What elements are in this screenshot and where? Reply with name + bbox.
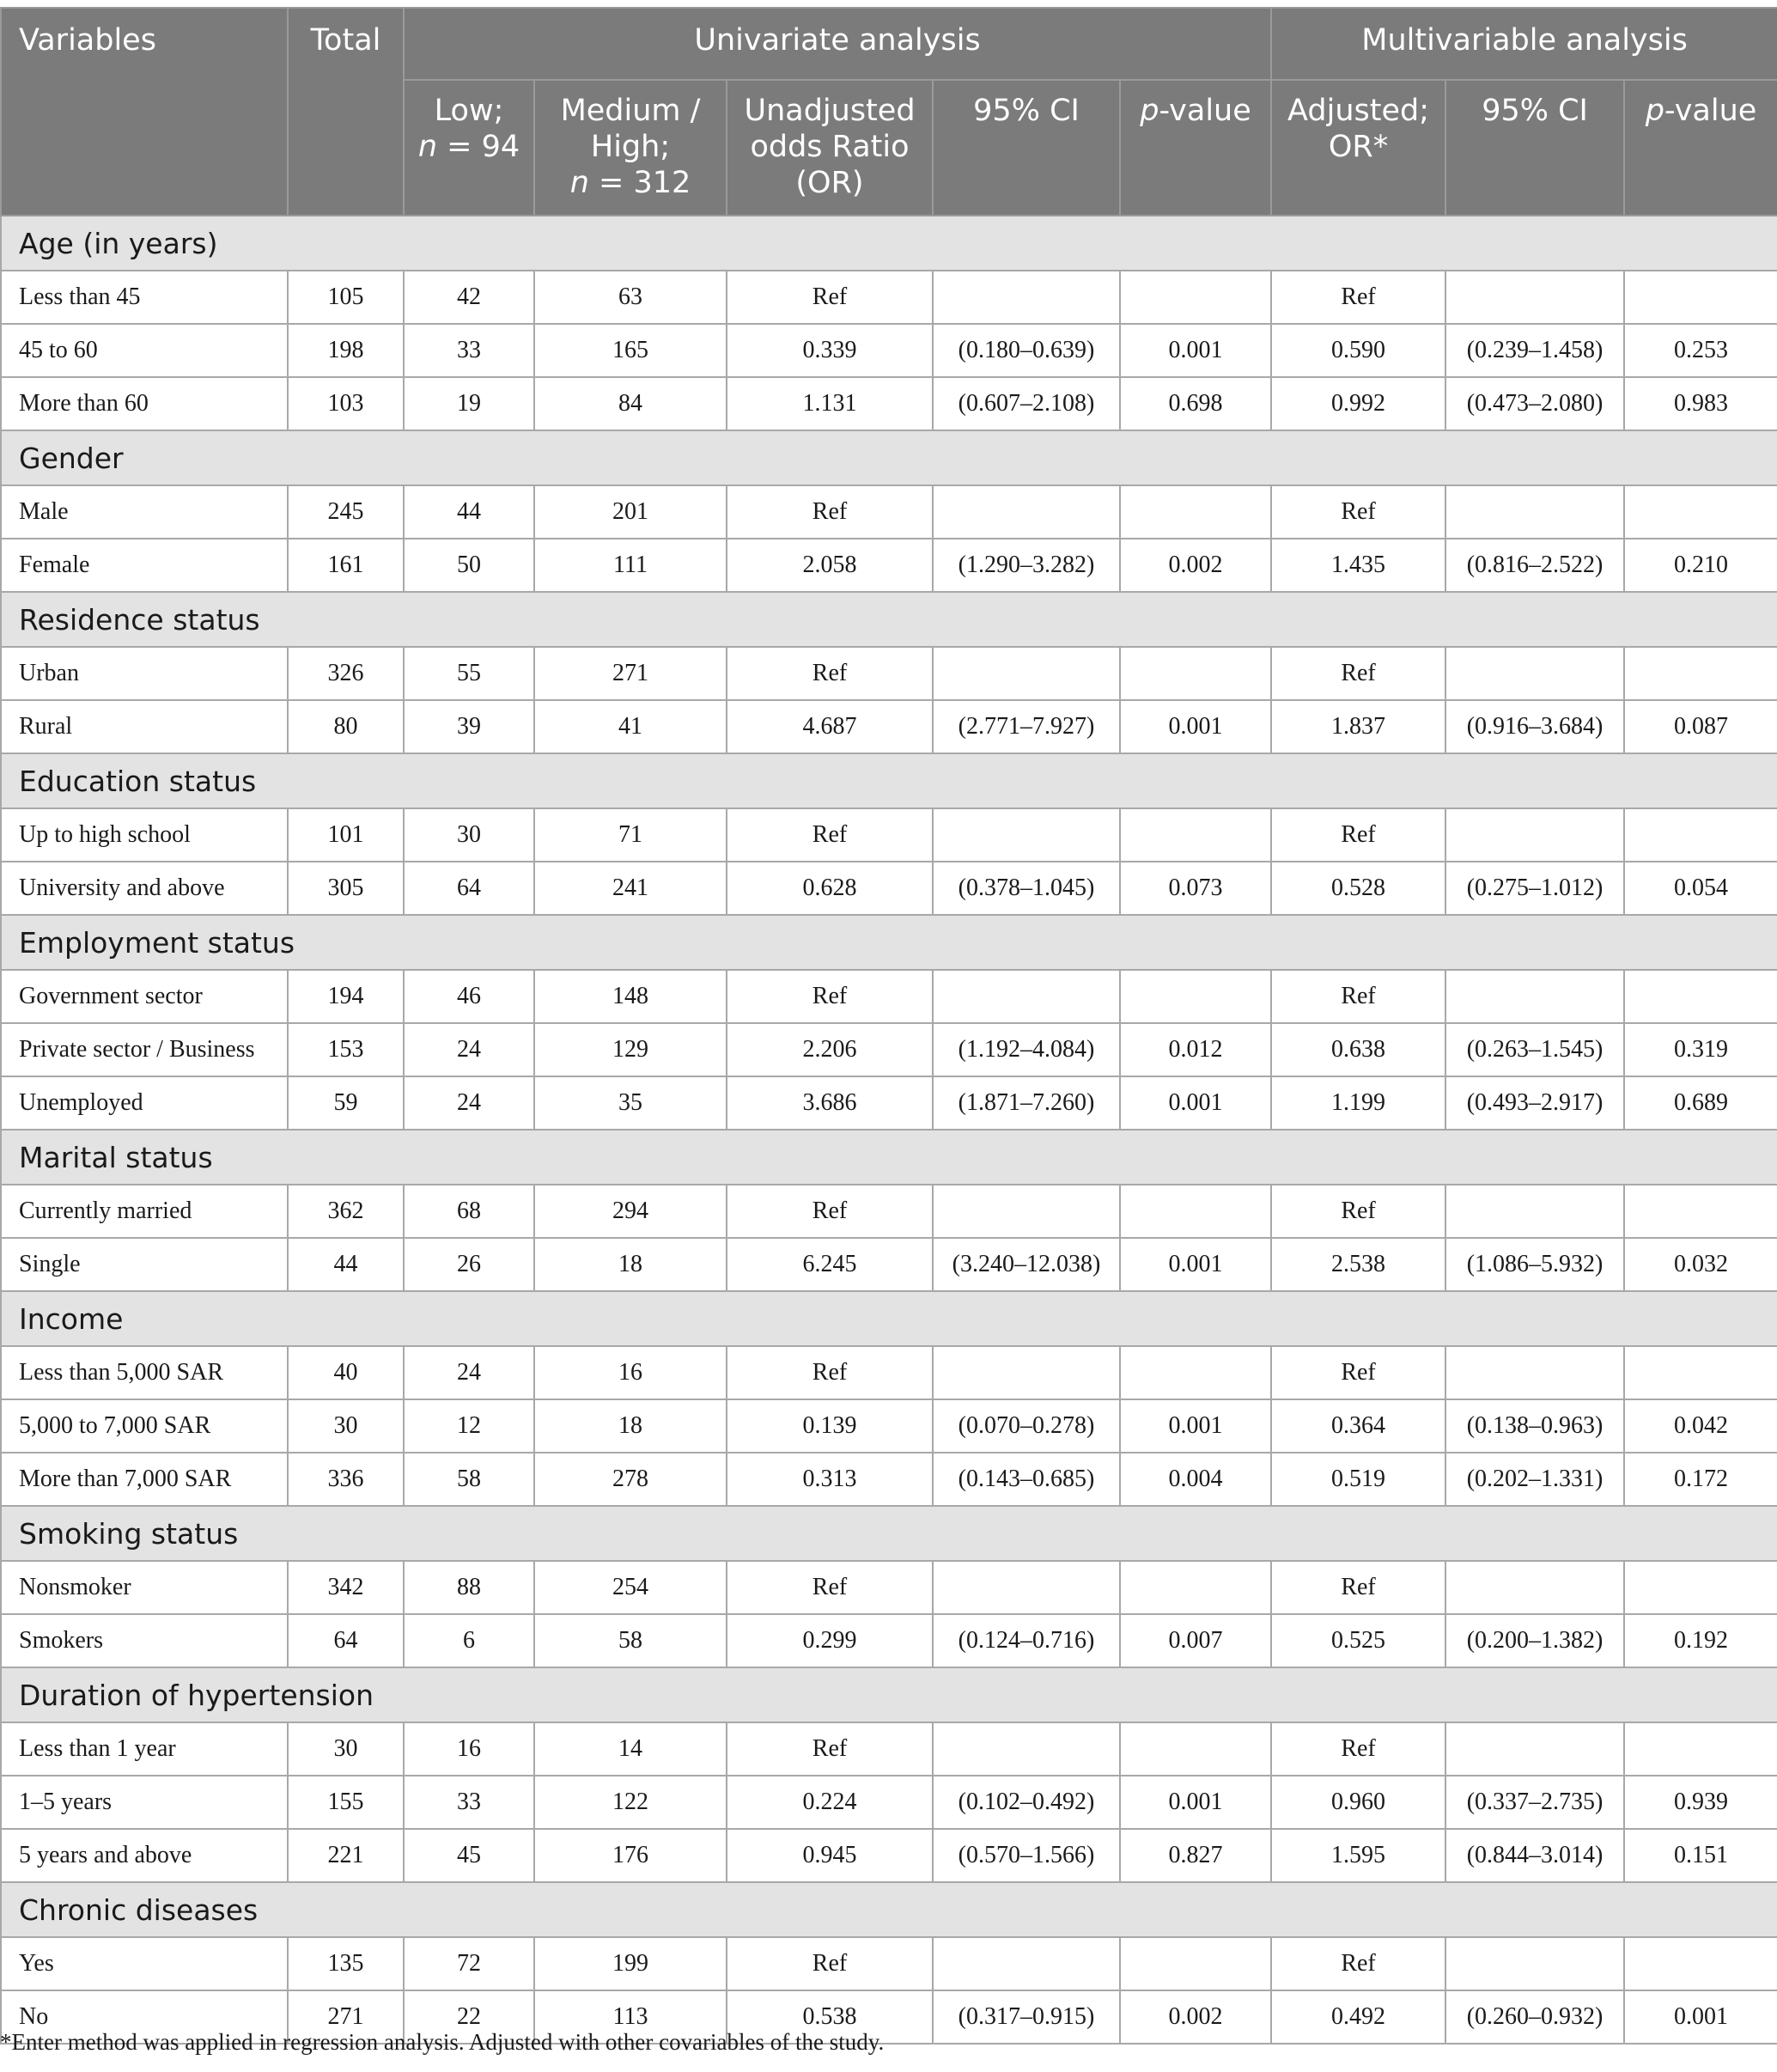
cell-medium-high: 176 <box>534 1829 727 1882</box>
table-row <box>1 1238 1777 1291</box>
cell-ci: (1.192–4.084) <box>933 1023 1120 1076</box>
table-row <box>1 1453 1777 1506</box>
cell-adjusted-or: 0.992 <box>1271 377 1445 430</box>
cell-adjusted-ci <box>1445 808 1624 862</box>
cell-adjusted-ci <box>1445 271 1624 324</box>
cell-variable: Yes <box>1 1937 288 1990</box>
cell-low: 55 <box>404 647 534 700</box>
table-row <box>1 808 1777 862</box>
cell-unadjusted-or: 0.313 <box>727 1453 933 1506</box>
cell-medium-high: 18 <box>534 1238 727 1291</box>
cell-unadjusted-or: Ref <box>727 970 933 1023</box>
cell-medium-high: 241 <box>534 862 727 915</box>
cell-low: 24 <box>404 1023 534 1076</box>
cell-low: 42 <box>404 271 534 324</box>
cell-adjusted-p-value <box>1624 271 1777 324</box>
cell-adjusted-p-value: 0.319 <box>1624 1023 1777 1076</box>
table-row <box>1 970 1777 1023</box>
section-title: Age (in years) <box>1 216 1777 271</box>
cell-total: 101 <box>288 808 404 862</box>
cell-ci: (0.317–0.915) <box>933 1990 1120 2044</box>
cell-p-value: 0.698 <box>1120 377 1271 430</box>
cell-adjusted-or: Ref <box>1271 485 1445 539</box>
cell-p-value: 0.001 <box>1120 1399 1271 1453</box>
cell-adjusted-p-value: 0.253 <box>1624 324 1777 377</box>
section-title: Employment status <box>1 915 1777 970</box>
cell-ci: (0.102–0.492) <box>933 1776 1120 1829</box>
cell-unadjusted-or: 0.299 <box>727 1614 933 1667</box>
cell-unadjusted-or: Ref <box>727 271 933 324</box>
cell-p-value: 0.004 <box>1120 1453 1271 1506</box>
cell-low: 44 <box>404 485 534 539</box>
section-row <box>1 1667 1777 1722</box>
cell-variable: 1–5 years <box>1 1776 288 1829</box>
cell-adjusted-or: 1.435 <box>1271 539 1445 592</box>
cell-adjusted-ci: (0.916–3.684) <box>1445 700 1624 753</box>
cell-low: 6 <box>404 1614 534 1667</box>
cell-medium-high: 113 <box>534 1990 727 2044</box>
cell-total: 198 <box>288 324 404 377</box>
cell-adjusted-p-value: 0.032 <box>1624 1238 1777 1291</box>
cell-total: 30 <box>288 1722 404 1776</box>
cell-adjusted-or: 0.525 <box>1271 1614 1445 1667</box>
cell-unadjusted-or: Ref <box>727 808 933 862</box>
table-row <box>1 271 1777 324</box>
table-row <box>1 377 1777 430</box>
cell-low: 68 <box>404 1185 534 1238</box>
cell-adjusted-p-value: 0.939 <box>1624 1776 1777 1829</box>
cell-unadjusted-or: Ref <box>727 647 933 700</box>
cell-adjusted-ci: (0.263–1.545) <box>1445 1023 1624 1076</box>
cell-adjusted-ci: (0.844–3.014) <box>1445 1829 1624 1882</box>
cell-low: 30 <box>404 808 534 862</box>
cell-unadjusted-or: 2.058 <box>727 539 933 592</box>
section-title: Education status <box>1 753 1777 808</box>
cell-adjusted-ci: (1.086–5.932) <box>1445 1238 1624 1291</box>
cell-adjusted-ci: (0.200–1.382) <box>1445 1614 1624 1667</box>
header-unadjusted-or: Unadjusted odds Ratio (OR) <box>727 80 933 216</box>
table-row <box>1 1937 1777 1990</box>
cell-adjusted-ci <box>1445 1346 1624 1399</box>
cell-unadjusted-or: 0.224 <box>727 1776 933 1829</box>
cell-total: 161 <box>288 539 404 592</box>
cell-adjusted-p-value: 0.983 <box>1624 377 1777 430</box>
cell-adjusted-or: 2.538 <box>1271 1238 1445 1291</box>
cell-low: 39 <box>404 700 534 753</box>
table-row <box>1 1776 1777 1829</box>
cell-total: 40 <box>288 1346 404 1399</box>
cell-adjusted-or: 0.364 <box>1271 1399 1445 1453</box>
cell-adjusted-p-value <box>1624 1937 1777 1990</box>
cell-p-value: 0.827 <box>1120 1829 1271 1882</box>
cell-medium-high: 254 <box>534 1561 727 1614</box>
cell-adjusted-p-value <box>1624 1185 1777 1238</box>
cell-adjusted-p-value: 0.689 <box>1624 1076 1777 1130</box>
section-title: Residence status <box>1 592 1777 647</box>
cell-p-value <box>1120 1722 1271 1776</box>
cell-low: 64 <box>404 862 534 915</box>
cell-total: 194 <box>288 970 404 1023</box>
cell-medium-high: 71 <box>534 808 727 862</box>
cell-medium-high: 58 <box>534 1614 727 1667</box>
cell-medium-high: 63 <box>534 271 727 324</box>
cell-medium-high: 148 <box>534 970 727 1023</box>
cell-total: 362 <box>288 1185 404 1238</box>
cell-p-value <box>1120 485 1271 539</box>
cell-adjusted-ci: (0.260–0.932) <box>1445 1990 1624 2044</box>
cell-p-value: 0.001 <box>1120 700 1271 753</box>
cell-adjusted-ci <box>1445 1722 1624 1776</box>
cell-unadjusted-or: 0.538 <box>727 1990 933 2044</box>
cell-adjusted-p-value <box>1624 647 1777 700</box>
section-row <box>1 430 1777 485</box>
cell-total: 326 <box>288 647 404 700</box>
section-row <box>1 1130 1777 1185</box>
table-row <box>1 1076 1777 1130</box>
cell-total: 64 <box>288 1614 404 1667</box>
cell-unadjusted-or: 0.945 <box>727 1829 933 1882</box>
cell-ci <box>933 485 1120 539</box>
cell-medium-high: 278 <box>534 1453 727 1506</box>
cell-medium-high: 201 <box>534 485 727 539</box>
cell-variable: University and above <box>1 862 288 915</box>
cell-low: 16 <box>404 1722 534 1776</box>
cell-medium-high: 84 <box>534 377 727 430</box>
cell-adjusted-ci <box>1445 970 1624 1023</box>
cell-p-value: 0.001 <box>1120 1238 1271 1291</box>
header-ci: 95% CI <box>933 80 1120 216</box>
cell-variable: 5 years and above <box>1 1829 288 1882</box>
section-title: Duration of hypertension <box>1 1667 1777 1722</box>
cell-unadjusted-or: Ref <box>727 1722 933 1776</box>
section-title: Gender <box>1 430 1777 485</box>
cell-medium-high: 294 <box>534 1185 727 1238</box>
cell-low: 24 <box>404 1076 534 1130</box>
cell-adjusted-or: 0.960 <box>1271 1776 1445 1829</box>
section-row <box>1 1506 1777 1561</box>
cell-adjusted-p-value: 0.054 <box>1624 862 1777 915</box>
cell-variable: More than 7,000 SAR <box>1 1453 288 1506</box>
cell-adjusted-or: 0.590 <box>1271 324 1445 377</box>
cell-p-value <box>1120 271 1271 324</box>
cell-total: 30 <box>288 1399 404 1453</box>
cell-adjusted-ci <box>1445 1937 1624 1990</box>
cell-adjusted-or: Ref <box>1271 271 1445 324</box>
cell-medium-high: 199 <box>534 1937 727 1990</box>
cell-total: 245 <box>288 485 404 539</box>
cell-ci: (0.607–2.108) <box>933 377 1120 430</box>
cell-ci: (0.070–0.278) <box>933 1399 1120 1453</box>
cell-total: 155 <box>288 1776 404 1829</box>
cell-p-value: 0.002 <box>1120 539 1271 592</box>
table-row <box>1 1614 1777 1667</box>
header-low: Low; n = 94 <box>404 80 534 216</box>
section-title: Chronic diseases <box>1 1882 1777 1937</box>
header-variables: Variables <box>1 8 288 216</box>
cell-unadjusted-or: 2.206 <box>727 1023 933 1076</box>
cell-variable: 5,000 to 7,000 SAR <box>1 1399 288 1453</box>
cell-unadjusted-or: 6.245 <box>727 1238 933 1291</box>
cell-total: 103 <box>288 377 404 430</box>
cell-ci: (2.771–7.927) <box>933 700 1120 753</box>
cell-total: 271 <box>288 1990 404 2044</box>
cell-ci <box>933 1346 1120 1399</box>
section-row <box>1 915 1777 970</box>
cell-low: 72 <box>404 1937 534 1990</box>
table-body <box>1 216 1777 2044</box>
cell-adjusted-p-value: 0.087 <box>1624 700 1777 753</box>
cell-variable: 45 to 60 <box>1 324 288 377</box>
cell-p-value: 0.073 <box>1120 862 1271 915</box>
table-row <box>1 700 1777 753</box>
cell-p-value <box>1120 647 1271 700</box>
footnote: *Enter method was applied in regression analysis. Adjusted with other covariables of the study. <box>0 2029 885 2055</box>
cell-adjusted-p-value: 0.151 <box>1624 1829 1777 1882</box>
cell-adjusted-or: 0.638 <box>1271 1023 1445 1076</box>
cell-total: 135 <box>288 1937 404 1990</box>
cell-low: 33 <box>404 324 534 377</box>
cell-total: 153 <box>288 1023 404 1076</box>
table-row <box>1 1561 1777 1614</box>
cell-ci: (0.570–1.566) <box>933 1829 1120 1882</box>
cell-adjusted-ci: (0.275–1.012) <box>1445 862 1624 915</box>
header-adjusted-ci: 95% CI <box>1445 80 1624 216</box>
cell-variable: Rural <box>1 700 288 753</box>
cell-adjusted-ci <box>1445 485 1624 539</box>
cell-adjusted-or: Ref <box>1271 970 1445 1023</box>
cell-low: 58 <box>404 1453 534 1506</box>
table-row <box>1 1829 1777 1882</box>
cell-ci <box>933 970 1120 1023</box>
cell-p-value <box>1120 970 1271 1023</box>
cell-p-value: 0.007 <box>1120 1614 1271 1667</box>
cell-low: 22 <box>404 1990 534 2044</box>
header-univariate: Univariate analysis <box>404 8 1271 80</box>
header-total: Total <box>288 8 404 216</box>
section-title: Smoking status <box>1 1506 1777 1561</box>
cell-medium-high: 129 <box>534 1023 727 1076</box>
cell-medium-high: 14 <box>534 1722 727 1776</box>
cell-total: 44 <box>288 1238 404 1291</box>
cell-variable: Female <box>1 539 288 592</box>
cell-adjusted-or: 1.595 <box>1271 1829 1445 1882</box>
cell-medium-high: 122 <box>534 1776 727 1829</box>
cell-adjusted-ci: (0.473–2.080) <box>1445 377 1624 430</box>
cell-variable: Smokers <box>1 1614 288 1667</box>
cell-adjusted-p-value: 0.001 <box>1624 1990 1777 2044</box>
cell-adjusted-or: 0.492 <box>1271 1990 1445 2044</box>
cell-low: 88 <box>404 1561 534 1614</box>
cell-adjusted-p-value <box>1624 1722 1777 1776</box>
header-medium-high: Medium / High; n = 312 <box>534 80 727 216</box>
cell-total: 105 <box>288 271 404 324</box>
cell-variable: Less than 1 year <box>1 1722 288 1776</box>
cell-adjusted-ci: (0.816–2.522) <box>1445 539 1624 592</box>
cell-total: 336 <box>288 1453 404 1506</box>
cell-variable: Private sector / Business <box>1 1023 288 1076</box>
cell-p-value <box>1120 1561 1271 1614</box>
cell-adjusted-p-value <box>1624 970 1777 1023</box>
cell-variable: Unemployed <box>1 1076 288 1130</box>
cell-unadjusted-or: Ref <box>727 1937 933 1990</box>
cell-variable: Male <box>1 485 288 539</box>
cell-unadjusted-or: Ref <box>727 485 933 539</box>
table-row <box>1 1399 1777 1453</box>
cell-adjusted-or: Ref <box>1271 647 1445 700</box>
cell-low: 24 <box>404 1346 534 1399</box>
cell-ci: (1.871–7.260) <box>933 1076 1120 1130</box>
header-adjusted-or: Adjusted; OR* <box>1271 80 1445 216</box>
cell-adjusted-or: Ref <box>1271 1937 1445 1990</box>
cell-p-value: 0.012 <box>1120 1023 1271 1076</box>
cell-total: 59 <box>288 1076 404 1130</box>
cell-ci: (0.124–0.716) <box>933 1614 1120 1667</box>
cell-adjusted-or: Ref <box>1271 1561 1445 1614</box>
cell-p-value <box>1120 808 1271 862</box>
cell-medium-high: 271 <box>534 647 727 700</box>
table-row <box>1 485 1777 539</box>
cell-variable: Less than 45 <box>1 271 288 324</box>
header-adjusted-p-value: p-value <box>1624 80 1777 216</box>
cell-adjusted-or: 1.837 <box>1271 700 1445 753</box>
table-row <box>1 1722 1777 1776</box>
cell-adjusted-p-value: 0.172 <box>1624 1453 1777 1506</box>
cell-ci <box>933 1722 1120 1776</box>
section-row <box>1 753 1777 808</box>
section-row <box>1 216 1777 271</box>
cell-adjusted-or: 0.519 <box>1271 1453 1445 1506</box>
cell-adjusted-or: Ref <box>1271 1722 1445 1776</box>
cell-ci: (0.143–0.685) <box>933 1453 1120 1506</box>
cell-total: 342 <box>288 1561 404 1614</box>
cell-ci <box>933 647 1120 700</box>
cell-adjusted-p-value: 0.210 <box>1624 539 1777 592</box>
cell-unadjusted-or: 0.339 <box>727 324 933 377</box>
cell-low: 45 <box>404 1829 534 1882</box>
cell-adjusted-p-value <box>1624 808 1777 862</box>
cell-medium-high: 41 <box>534 700 727 753</box>
cell-adjusted-p-value <box>1624 1346 1777 1399</box>
cell-adjusted-ci <box>1445 1561 1624 1614</box>
cell-p-value: 0.001 <box>1120 1776 1271 1829</box>
cell-adjusted-or: Ref <box>1271 1185 1445 1238</box>
table-row <box>1 1185 1777 1238</box>
cell-variable: Up to high school <box>1 808 288 862</box>
cell-medium-high: 35 <box>534 1076 727 1130</box>
cell-low: 12 <box>404 1399 534 1453</box>
section-title: Income <box>1 1291 1777 1346</box>
cell-variable: Currently married <box>1 1185 288 1238</box>
cell-unadjusted-or: Ref <box>727 1185 933 1238</box>
cell-ci: (3.240–12.038) <box>933 1238 1120 1291</box>
table-row <box>1 647 1777 700</box>
cell-low: 46 <box>404 970 534 1023</box>
cell-variable: Less than 5,000 SAR <box>1 1346 288 1399</box>
cell-unadjusted-or: 1.131 <box>727 377 933 430</box>
cell-ci <box>933 1561 1120 1614</box>
cell-adjusted-ci: (0.202–1.331) <box>1445 1453 1624 1506</box>
cell-adjusted-ci: (0.493–2.917) <box>1445 1076 1624 1130</box>
table-row <box>1 862 1777 915</box>
cell-variable: More than 60 <box>1 377 288 430</box>
header-p-value: p-value <box>1120 80 1271 216</box>
table-row <box>1 539 1777 592</box>
cell-unadjusted-or: 0.139 <box>727 1399 933 1453</box>
cell-adjusted-p-value: 0.192 <box>1624 1614 1777 1667</box>
cell-ci <box>933 271 1120 324</box>
cell-adjusted-ci: (0.239–1.458) <box>1445 324 1624 377</box>
cell-p-value <box>1120 1185 1271 1238</box>
cell-low: 26 <box>404 1238 534 1291</box>
cell-adjusted-ci <box>1445 647 1624 700</box>
table-row <box>1 324 1777 377</box>
cell-adjusted-p-value: 0.042 <box>1624 1399 1777 1453</box>
cell-low: 19 <box>404 377 534 430</box>
cell-unadjusted-or: 0.628 <box>727 862 933 915</box>
cell-adjusted-or: Ref <box>1271 1346 1445 1399</box>
cell-unadjusted-or: Ref <box>727 1346 933 1399</box>
section-title: Marital status <box>1 1130 1777 1185</box>
table-row <box>1 1023 1777 1076</box>
cell-ci: (0.378–1.045) <box>933 862 1120 915</box>
cell-total: 305 <box>288 862 404 915</box>
cell-variable: Nonsmoker <box>1 1561 288 1614</box>
cell-ci <box>933 1937 1120 1990</box>
cell-unadjusted-or: 4.687 <box>727 700 933 753</box>
cell-p-value: 0.001 <box>1120 1076 1271 1130</box>
cell-ci <box>933 808 1120 862</box>
results-table <box>0 7 1777 2045</box>
table-row <box>1 1346 1777 1399</box>
cell-adjusted-ci: (0.337–2.735) <box>1445 1776 1624 1829</box>
cell-total: 80 <box>288 700 404 753</box>
cell-low: 50 <box>404 539 534 592</box>
section-row <box>1 592 1777 647</box>
cell-adjusted-p-value <box>1624 1561 1777 1614</box>
table-header <box>1 8 1777 216</box>
cell-ci: (0.180–0.639) <box>933 324 1120 377</box>
cell-low: 33 <box>404 1776 534 1829</box>
cell-p-value <box>1120 1346 1271 1399</box>
cell-variable: Single <box>1 1238 288 1291</box>
cell-adjusted-ci <box>1445 1185 1624 1238</box>
section-row <box>1 1291 1777 1346</box>
cell-medium-high: 111 <box>534 539 727 592</box>
cell-variable: Government sector <box>1 970 288 1023</box>
cell-adjusted-or: 1.199 <box>1271 1076 1445 1130</box>
cell-total: 221 <box>288 1829 404 1882</box>
cell-adjusted-or: Ref <box>1271 808 1445 862</box>
cell-p-value: 0.001 <box>1120 324 1271 377</box>
cell-unadjusted-or: 3.686 <box>727 1076 933 1130</box>
cell-ci <box>933 1185 1120 1238</box>
cell-p-value <box>1120 1937 1271 1990</box>
cell-adjusted-ci: (0.138–0.963) <box>1445 1399 1624 1453</box>
cell-unadjusted-or: Ref <box>727 1561 933 1614</box>
section-row <box>1 1882 1777 1937</box>
cell-medium-high: 18 <box>534 1399 727 1453</box>
cell-adjusted-or: 0.528 <box>1271 862 1445 915</box>
cell-variable: Urban <box>1 647 288 700</box>
cell-variable: No <box>1 1990 288 2044</box>
header-multivariable: Multivariable analysis <box>1271 8 1777 80</box>
cell-adjusted-p-value <box>1624 485 1777 539</box>
cell-medium-high: 16 <box>534 1346 727 1399</box>
cell-medium-high: 165 <box>534 324 727 377</box>
cell-ci: (1.290–3.282) <box>933 539 1120 592</box>
cell-p-value: 0.002 <box>1120 1990 1271 2044</box>
